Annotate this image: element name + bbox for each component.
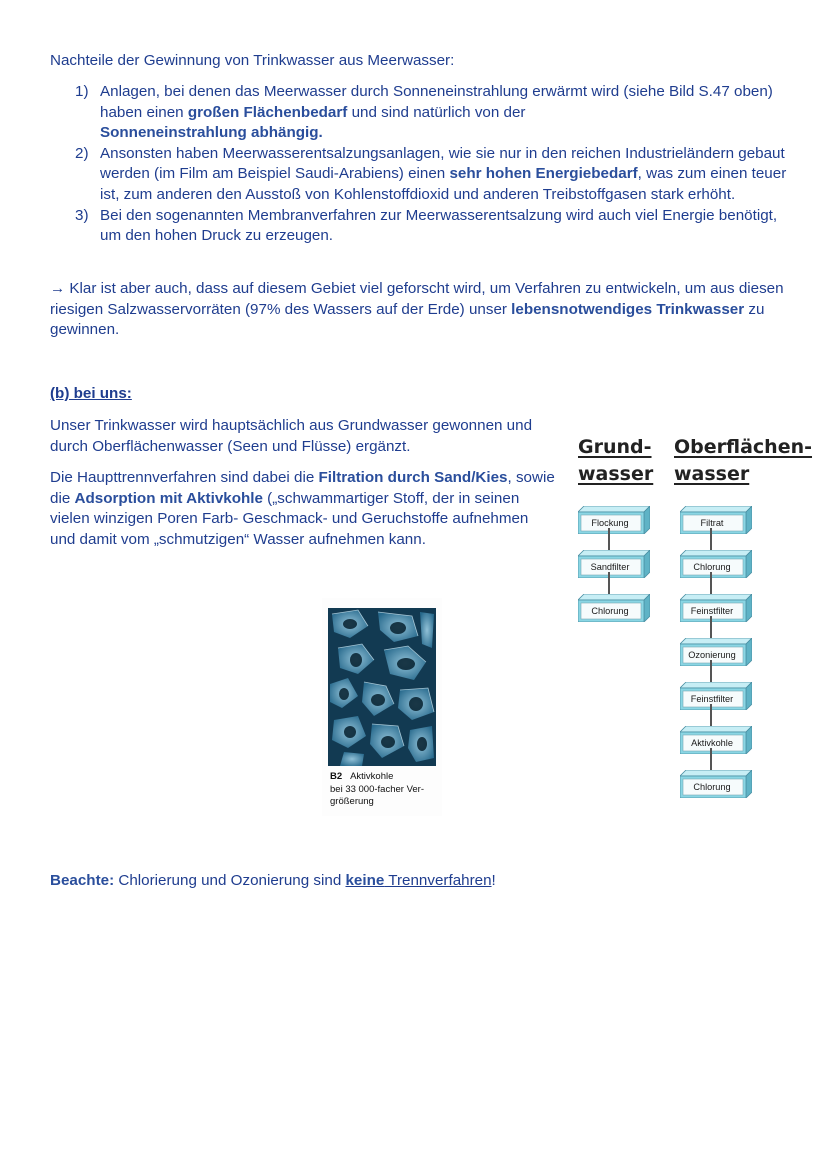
list-number: 2) (75, 144, 89, 162)
intro-paragraph: Unser Trinkwasser wird hauptsächlich aus Grundwasser gewonnen und durch Oberflächenwasser (Seen und Flüsse) ergänzt. (50, 417, 533, 455)
surface-water-column-title: Oberflächen- wasser (674, 436, 813, 485)
arrow-icon: → (50, 280, 66, 297)
figure-caption: B2 Aktivkohle bei 33 000-facher Ver- größerung (330, 771, 425, 807)
flow-step-label: Filtrat (700, 518, 724, 528)
flow-step-label: Sandfilter (590, 562, 630, 572)
list-item: 3) Bei den sogenannten Membranverfahren zur Meerwasserentsalzung wird auch viel Energie benötigt, um den hohen Druck zu erzeugen. (75, 206, 778, 245)
flow-step-label: Aktivkohle (691, 738, 733, 748)
flow-step-box (680, 682, 746, 704)
flow-arrow (608, 528, 610, 550)
list-item: 2) Ansonsten haben Meerwasserentsalzungsanlagen, wie sie nur in den reichen Industrieländern gebaut werden (im Film am Beispiel Saudi-Arabiens) einen sehr hohen Energiebedarf, was zum einen teuer ist, zum anderen den Ausstoß von Kohlenstoffdioxid und anderen Treibstoffgasen stark erhöht. (75, 144, 787, 203)
flow-step-label: Feinstfilter (690, 694, 734, 704)
methods-paragraph: Die Haupttrennverfahren sind dabei die Filtration durch Sand/Kies, sowie die Adsorption mit Aktivkohle („schwammartiger Stoff, der in seinen vielen winzigen Poren Farb- Geschmack- und Geruchstoffe aufnehmen und damit vom „schmutzigen“ Wasser aufnehmen kann. (50, 469, 555, 548)
flow-step-box (680, 594, 746, 616)
flow-arrow (710, 528, 712, 550)
water-treatment-flow-diagram (568, 428, 813, 808)
list-item: 1) Anlagen, bei denen das Meerwasser durch Sonneneinstrahlung erwärmt wird (siehe Bild S.47 oben) haben einen großen Flächenbedarf und sind natürlich von der Sonneneinstrahlung abhängig. (75, 83, 773, 142)
activated-carbon-micrograph (328, 608, 436, 766)
flow-arrow (608, 572, 610, 594)
activated-carbon-figure (322, 598, 442, 816)
flow-arrow (710, 660, 712, 682)
list-number: 3) (75, 206, 89, 224)
flow-step-box (578, 594, 644, 616)
section-heading: (b) bei uns: (50, 385, 132, 402)
flow-arrow (710, 748, 712, 770)
conclusion-paragraph: → Klar ist aber auch, dass auf diesem Gebiet viel geforscht wird, um Verfahren zu entwickeln, um aus diesen riesigen Salzwasservorräten (97% des Wassers auf der Erde) unser lebensnotwendiges Trinkwasser zu gewinnen. (50, 280, 784, 339)
flow-arrow (710, 704, 712, 726)
flow-step-box (680, 550, 746, 572)
disadvantages-list (50, 82, 790, 247)
list-number: 1) (75, 83, 89, 100)
flow-step-label: Flockung (591, 518, 629, 528)
flow-step-label: Chlorung (591, 606, 629, 616)
page-heading: Nachteile der Gewinnung von Trinkwasser aus Meerwasser: (50, 52, 455, 69)
flow-arrow (710, 572, 712, 594)
flow-step-box (578, 506, 644, 528)
flow-step-box (680, 638, 746, 660)
flow-step-label: Chlorung (693, 782, 731, 792)
groundwater-column-title: Grund- wasser (578, 436, 654, 485)
flow-step-box (680, 506, 746, 528)
flow-step-label: Ozonierung (688, 650, 736, 660)
flow-step-box (578, 550, 644, 572)
flow-step-label: Chlorung (693, 562, 731, 572)
flow-arrow (710, 616, 712, 638)
note-paragraph: Beachte: Chlorierung und Ozonierung sind keine Trennverfahren! (50, 872, 496, 889)
flow-step-label: Feinstfilter (690, 606, 734, 616)
flow-step-box (680, 770, 746, 792)
flow-step-box (680, 726, 746, 748)
